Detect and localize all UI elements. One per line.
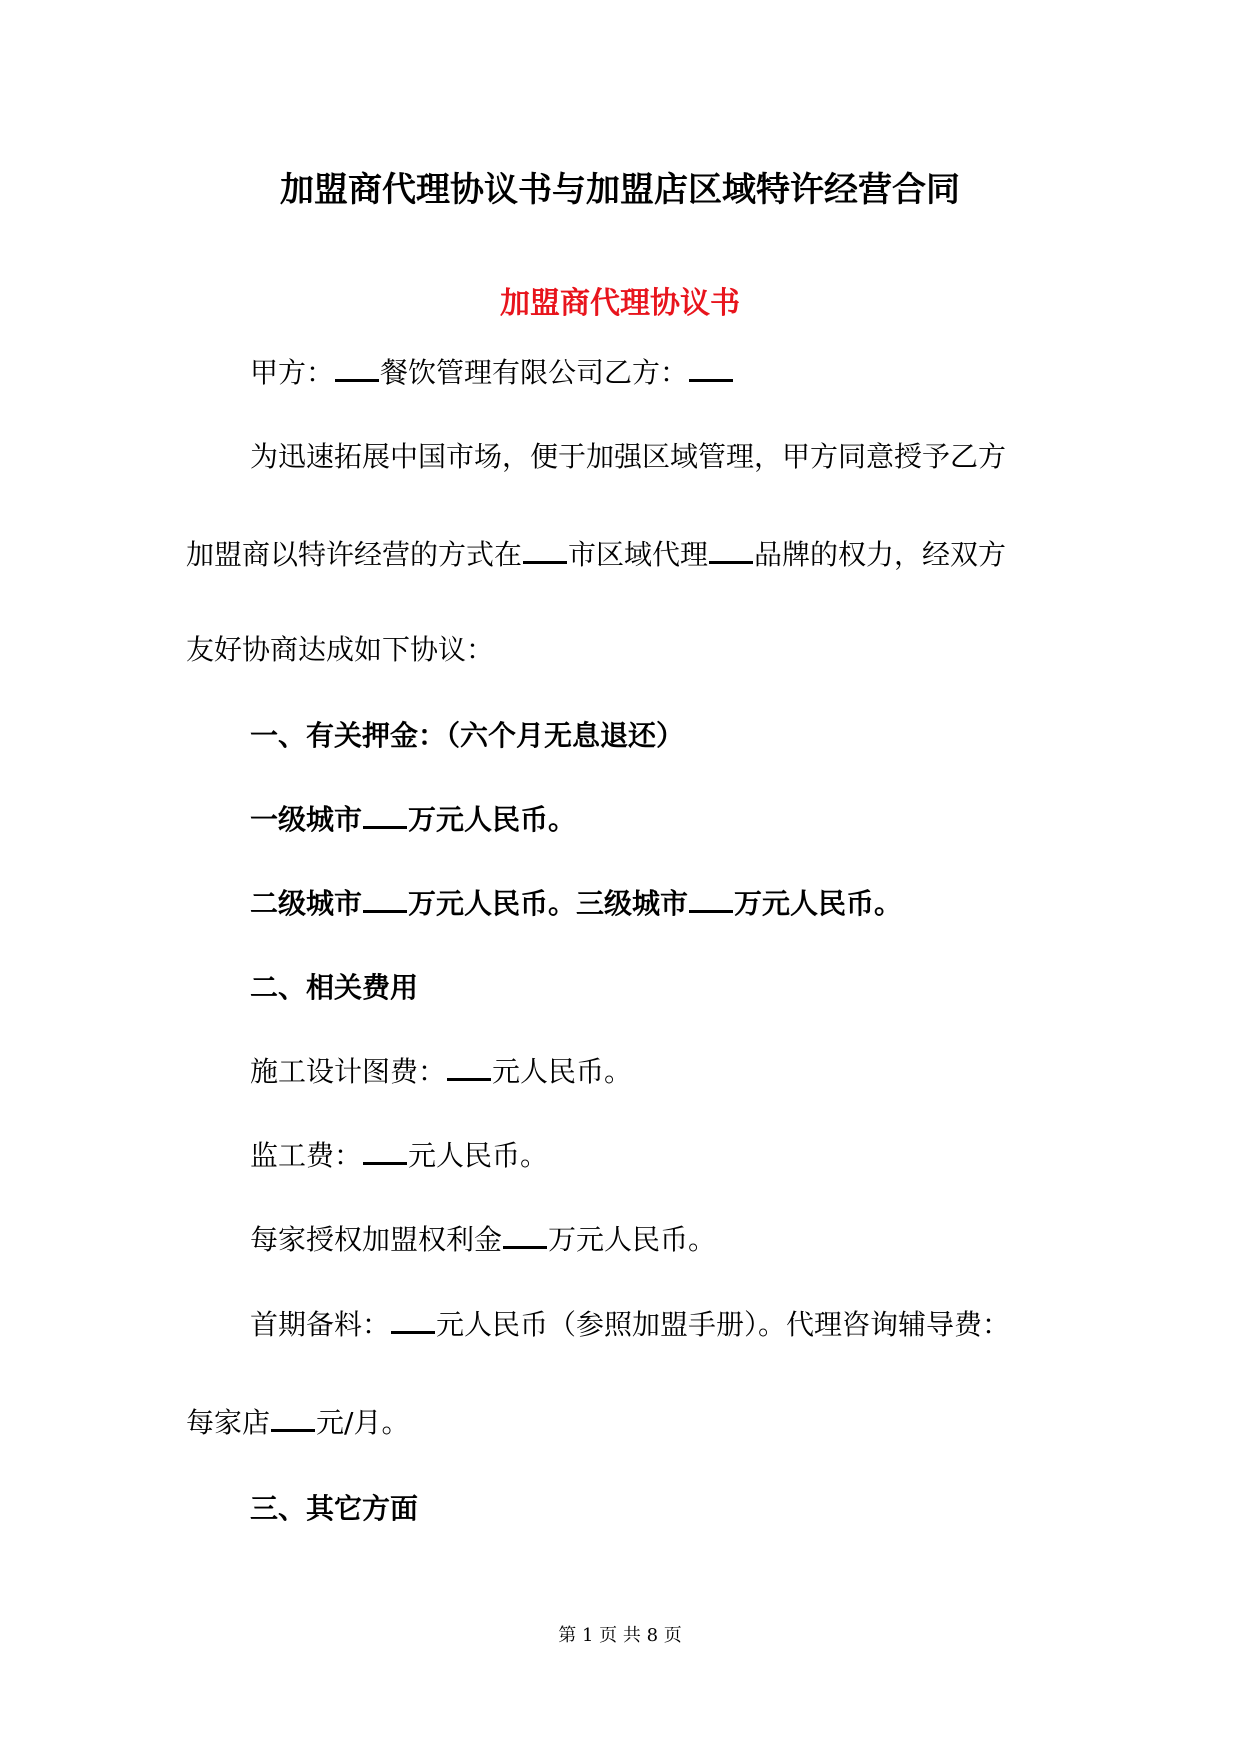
blank-field	[523, 535, 567, 564]
party-a-label: 甲方：	[250, 356, 335, 389]
section-1-heading: 一、有关押金：（六个月无息退还）	[250, 719, 685, 752]
design-fee-line: 施工设计图费： 元人民币。	[250, 1052, 632, 1092]
tier-2-3-deposit: 二级城市 万元人民币。三级城市 万元人民币。	[250, 884, 902, 924]
intro-line-3: 友好协商达成如下协议：	[186, 633, 495, 666]
tier-1-deposit: 一级城市 万元人民币。	[250, 800, 576, 840]
blank-field	[271, 1403, 315, 1432]
initial-supplies-line: 首期备料： 元人民币（参照加盟手册）。代理咨询辅导费：	[250, 1305, 1010, 1345]
intro-line-1: 为迅速拓展中国市场，便于加强区域管理，甲方同意授予乙方	[250, 440, 1007, 473]
blank-field	[335, 353, 379, 382]
blank-field	[363, 800, 407, 829]
document-title: 加盟商代理协议书与加盟店区域特许经营合同	[280, 170, 960, 210]
section-2-heading: 二、相关费用	[250, 971, 419, 1004]
blank-field	[363, 884, 407, 913]
blank-field	[709, 535, 753, 564]
party-a-company: 餐饮管理有限公司乙方：	[380, 356, 689, 389]
section-3-heading: 三、其它方面	[250, 1492, 419, 1525]
page-number-footer: 第 1 页 共 8 页	[558, 1625, 682, 1646]
document-subtitle: 加盟商代理协议书	[500, 286, 740, 321]
blank-field	[689, 353, 733, 382]
royalty-fee-line: 每家授权加盟权利金 万元人民币。	[250, 1220, 716, 1260]
intro-line-2: 加盟商以特许经营的方式在 市区域代理 品牌的权力，经双方	[186, 535, 1006, 575]
parties-line	[250, 353, 734, 393]
blank-field	[503, 1220, 547, 1249]
blank-field	[391, 1305, 435, 1334]
supervision-fee-line: 监工费： 元人民币。	[250, 1136, 548, 1176]
blank-field	[363, 1136, 407, 1165]
blank-field	[689, 884, 733, 913]
monthly-fee-line: 每家店 元/月。	[186, 1403, 409, 1443]
blank-field	[447, 1052, 491, 1081]
